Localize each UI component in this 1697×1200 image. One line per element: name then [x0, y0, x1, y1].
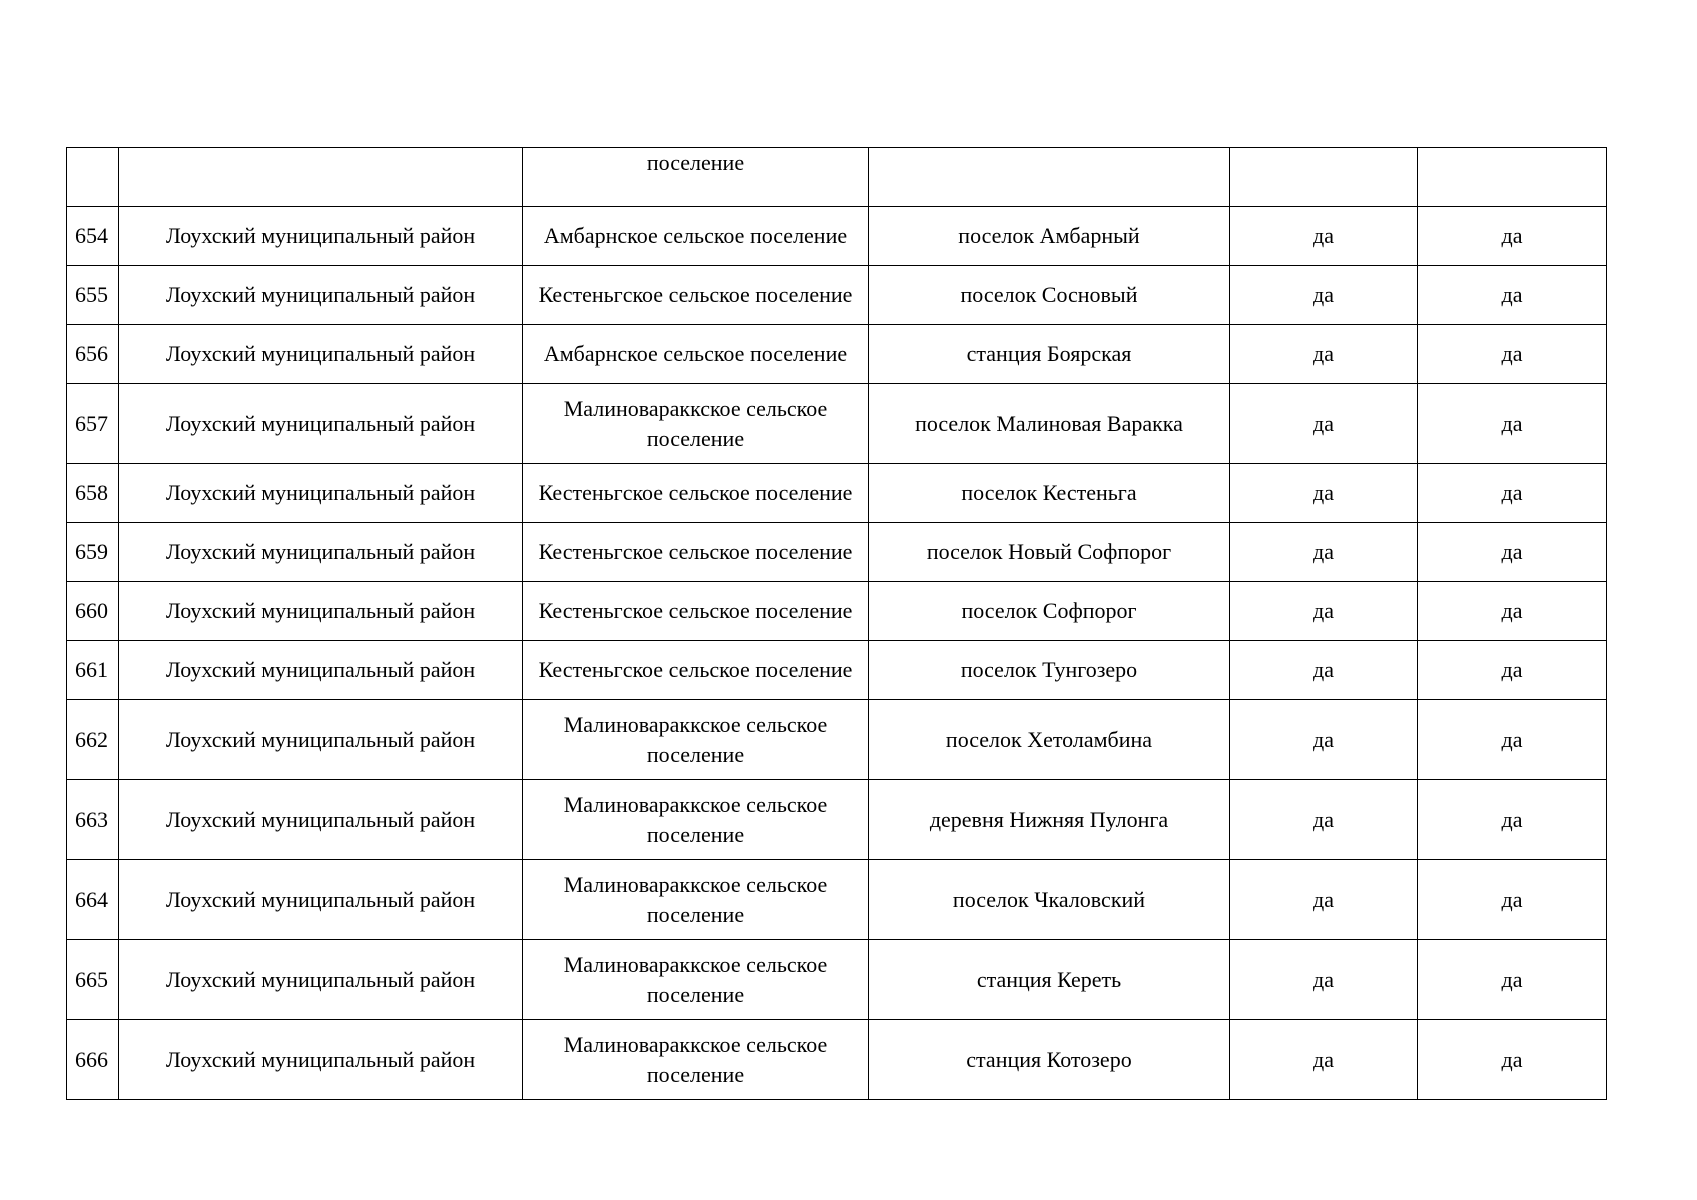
- cell-flag-1: да: [1230, 582, 1418, 641]
- cell-settlement: Малиновараккское сельское поселение: [523, 780, 869, 860]
- cell-number: 654: [67, 207, 119, 266]
- table-row: [67, 641, 1607, 700]
- cell-number: 662: [67, 700, 119, 780]
- cell-settlement: Амбарнское сельское поселение: [523, 325, 869, 384]
- cell-settlement: Малиновараккское сельское поселение: [523, 940, 869, 1020]
- cell-flag-1: да: [1230, 780, 1418, 860]
- cell-locality: поселок Малиновая Варакка: [869, 384, 1230, 464]
- cell-flag-2: да: [1418, 464, 1607, 523]
- table-row: [67, 940, 1607, 1020]
- table-row: [67, 523, 1607, 582]
- cell-flag-2: да: [1418, 582, 1607, 641]
- cell-district: Лоухский муниципальный район: [119, 523, 523, 582]
- cell-district: Лоухский муниципальный район: [119, 384, 523, 464]
- cell-district: Лоухский муниципальный район: [119, 1020, 523, 1100]
- cell-settlement: Кестеньгское сельское поселение: [523, 641, 869, 700]
- cell-locality: поселок Сосновый: [869, 266, 1230, 325]
- cell-locality: деревня Нижняя Пулонга: [869, 780, 1230, 860]
- cell-locality: поселок Софпорог: [869, 582, 1230, 641]
- cell-settlement: Кестеньгское сельское поселение: [523, 582, 869, 641]
- cell-district: Лоухский муниципальный район: [119, 860, 523, 940]
- cell-flag-1: да: [1230, 266, 1418, 325]
- cell-flag-2: да: [1418, 266, 1607, 325]
- cell-number: 666: [67, 1020, 119, 1100]
- cell-settlement: поселение: [523, 148, 869, 207]
- cell-settlement: Амбарнское сельское поселение: [523, 207, 869, 266]
- cell-settlement: Кестеньгское сельское поселение: [523, 266, 869, 325]
- cell-number: 665: [67, 940, 119, 1020]
- cell-locality: поселок Чкаловский: [869, 860, 1230, 940]
- cell-settlement: Малиновараккское сельское поселение: [523, 700, 869, 780]
- cell-district: Лоухский муниципальный район: [119, 641, 523, 700]
- cell-locality: станция Боярская: [869, 325, 1230, 384]
- cell-settlement: Малиновараккское сельское поселение: [523, 384, 869, 464]
- cell-district: Лоухский муниципальный район: [119, 700, 523, 780]
- cell-flag-1: да: [1230, 1020, 1418, 1100]
- settlements-table: [66, 147, 1607, 1100]
- cell-settlement: Кестеньгское сельское поселение: [523, 464, 869, 523]
- cell-settlement: Малиновараккское сельское поселение: [523, 1020, 869, 1100]
- cell-flag-2: да: [1418, 207, 1607, 266]
- cell-number: 656: [67, 325, 119, 384]
- table-row: [67, 582, 1607, 641]
- cell-flag-2: да: [1418, 523, 1607, 582]
- cell-flag-1: да: [1230, 641, 1418, 700]
- cell-flag-1: да: [1230, 523, 1418, 582]
- table-row: [67, 1020, 1607, 1100]
- cell-district: Лоухский муниципальный район: [119, 207, 523, 266]
- cell-flag-2: да: [1418, 325, 1607, 384]
- cell-district: Лоухский муниципальный район: [119, 780, 523, 860]
- cell-district: Лоухский муниципальный район: [119, 464, 523, 523]
- cell-locality: поселок Хетоламбина: [869, 700, 1230, 780]
- table-row: [67, 780, 1607, 860]
- cell-district: Лоухский муниципальный район: [119, 325, 523, 384]
- table-row: [67, 700, 1607, 780]
- cell-locality: поселок Кестеньга: [869, 464, 1230, 523]
- cell-locality: [869, 148, 1230, 207]
- cell-locality: поселок Амбарный: [869, 207, 1230, 266]
- cell-locality: станция Котозеро: [869, 1020, 1230, 1100]
- cell-number: 663: [67, 780, 119, 860]
- table-row: [67, 266, 1607, 325]
- cell-locality: поселок Тунгозеро: [869, 641, 1230, 700]
- cell-district: [119, 148, 523, 207]
- cell-flag-2: да: [1418, 780, 1607, 860]
- table-row: [67, 207, 1607, 266]
- cell-number: 659: [67, 523, 119, 582]
- cell-number: 657: [67, 384, 119, 464]
- cell-settlement: Кестеньгское сельское поселение: [523, 523, 869, 582]
- cell-locality: поселок Новый Софпорог: [869, 523, 1230, 582]
- table-body: [67, 148, 1607, 1100]
- cell-flag-1: да: [1230, 860, 1418, 940]
- cell-number: 664: [67, 860, 119, 940]
- cell-flag-1: да: [1230, 384, 1418, 464]
- cell-settlement: Малиновараккское сельское поселение: [523, 860, 869, 940]
- cell-flag-2: [1418, 148, 1607, 207]
- cell-flag-2: да: [1418, 940, 1607, 1020]
- cell-flag-1: да: [1230, 940, 1418, 1020]
- cell-flag-2: да: [1418, 700, 1607, 780]
- cell-flag-1: да: [1230, 464, 1418, 523]
- cell-district: Лоухский муниципальный район: [119, 266, 523, 325]
- cell-number: 655: [67, 266, 119, 325]
- table-row-continuation: [67, 148, 1607, 207]
- table-row: [67, 464, 1607, 523]
- cell-flag-1: да: [1230, 207, 1418, 266]
- table-row: [67, 384, 1607, 464]
- cell-flag-1: [1230, 148, 1418, 207]
- cell-flag-2: да: [1418, 641, 1607, 700]
- cell-flag-1: да: [1230, 700, 1418, 780]
- cell-locality: станция Кереть: [869, 940, 1230, 1020]
- cell-flag-2: да: [1418, 860, 1607, 940]
- cell-flag-2: да: [1418, 384, 1607, 464]
- cell-district: Лоухский муниципальный район: [119, 940, 523, 1020]
- cell-flag-1: да: [1230, 325, 1418, 384]
- table-row: [67, 325, 1607, 384]
- cell-number: 661: [67, 641, 119, 700]
- cell-number: 658: [67, 464, 119, 523]
- cell-number: [67, 148, 119, 207]
- table-row: [67, 860, 1607, 940]
- cell-number: 660: [67, 582, 119, 641]
- cell-flag-2: да: [1418, 1020, 1607, 1100]
- cell-district: Лоухский муниципальный район: [119, 582, 523, 641]
